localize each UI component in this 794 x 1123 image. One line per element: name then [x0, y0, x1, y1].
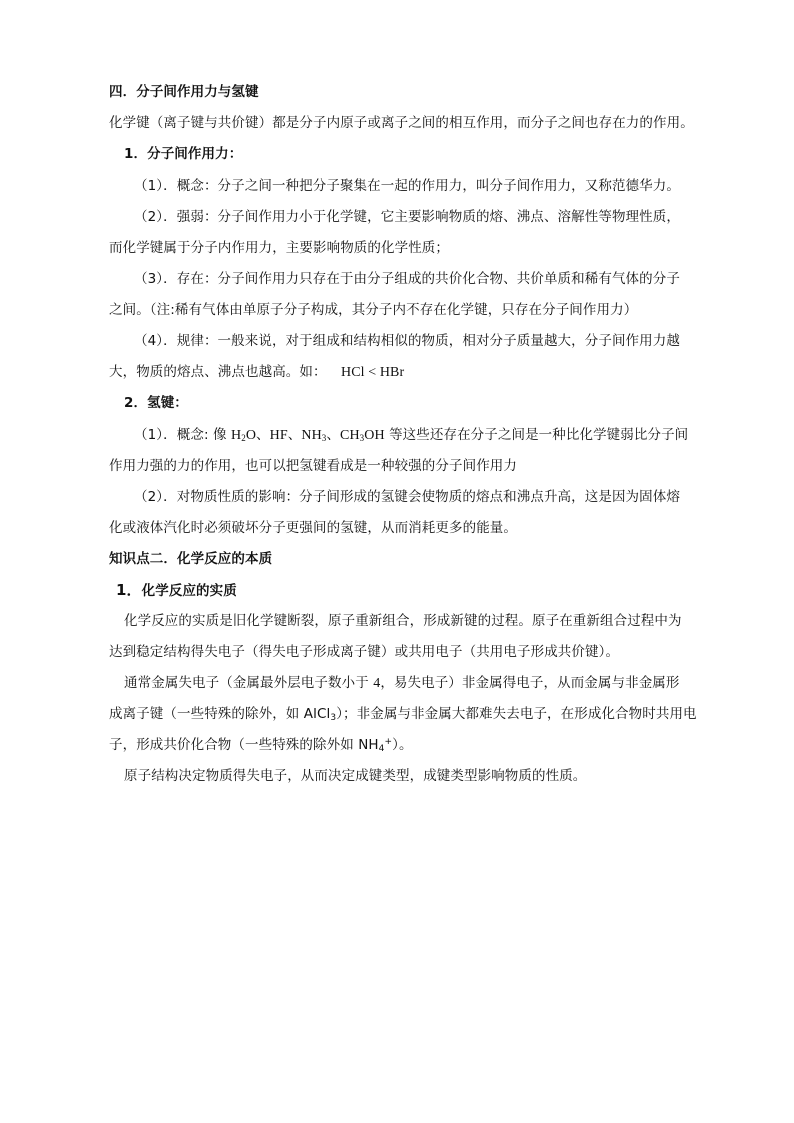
formula-nh3: $NH_3$ [301, 428, 327, 443]
sub1-p4-line2 [109, 362, 404, 383]
knowledge-two-heading: 知识点二．化学反应的本质 [109, 551, 273, 567]
formula-ch3oh: $CH_3OH$ [340, 428, 385, 443]
sub2-heading: 2．氢键： [124, 395, 188, 411]
formula-hf: HF [269, 428, 288, 443]
sub1-p2-line2: 而化学键属于分子内作用力，主要影响物质的化学性质； [109, 240, 449, 256]
section-four-heading: 四．分子间作用力与氢键 [109, 84, 259, 100]
sub2-p1-line1: （1）．概念: 像 $H_2O$、HF、$NH_3$、$CH_3OH$ 等这些还存在分子之间是一种比化学键弱比分子间 [134, 427, 689, 443]
sub1-p3-line2: 之间。（注:稀有气体由单原子分子构成，其分子内不存在化学键，只存在分子间作用力） [109, 302, 638, 318]
formula-alcl3: AlCl$_3$ [303, 706, 337, 723]
hcl-hbr-formula: HCl < HBr [341, 365, 405, 380]
k2-p1-line1: 化学反应的实质是旧化学键断裂，原子重新组合，形成新键的过程。原子在重新组合过程中为 [124, 613, 682, 629]
sub1-p4-line2-text: 大，物质的熔点、沸点也越高。如： [109, 364, 327, 380]
sub1-p3-line1: （3）．存在：分子间作用力只存在于由分子组成的共价化合物、共价单质和稀有气体的分子 [134, 271, 680, 287]
k2-p1-line2: 达到稳定结构得失电子（得失电子形成离子键）或共用电子（共用电子形成共价键）。 [109, 644, 620, 660]
sub2-p1-suffix: 等这些还存在分子之间是一种比化学键弱比分子间 [384, 427, 689, 443]
k2-p2-line1: 通常金属失电子（金属最外层电子数小于 4，易失电子）非金属得电子，从而金属与非金属形 [124, 675, 680, 691]
sub1-heading: 1．分子间作用力： [124, 146, 243, 162]
sub2-p1-line2: 作用力强的力的作用，也可以把氢键看成是一种较强的分子间作用力 [109, 458, 517, 474]
sub1-p2-line1: （2）．强弱：分子间作用力小于化学键，它主要影响物质的熔、沸点、溶解性等物理性质， [134, 209, 680, 225]
k2-p3: 原子结构决定物质得失电子，从而决定成键类型，成键类型影响物质的性质。 [124, 768, 587, 784]
formula-h2o: $H_2O$ [230, 428, 257, 443]
k2-p2-line3: 子，形成共价化合物（一些特殊的除外如 $NH_4^+$）。 [109, 737, 413, 754]
sub1-p1: （1）．概念：分子之间一种把分子聚集在一起的作用力，叫分子间作用力，又称范德华力。 [134, 178, 680, 194]
k2-p2-line2: 成离子键（一些特殊的除外，如 AlCl$_3$）；非金属与非金属大都难失去电子，在形成化合物时共用电 [109, 706, 697, 723]
knowledge-two-sub1-heading: 1．化学反应的实质 [116, 581, 237, 599]
sub2-p1-prefix: （1）．概念: 像 [134, 427, 231, 443]
sub2-p2-line2: 化或液体汽化时必须破坏分子更强间的氢键，从而消耗更多的能量。 [109, 520, 517, 536]
section-four-intro: 化学键（离子键与共价键）都是分子内原子或离子之间的相互作用，而分子之间也存在力的作用。 [109, 115, 694, 131]
sub1-p4-line1: （4）．规律：一般来说，对于组成和结构相似的物质，相对分子质量越大，分子间作用力越 [134, 333, 680, 349]
formula-nh4: $NH_4^+$ [358, 737, 393, 754]
sub2-p2-line1: （2）．对物质性质的影响：分子间形成的氢键会使物质的熔点和沸点升高，这是因为固体熔 [134, 489, 680, 505]
